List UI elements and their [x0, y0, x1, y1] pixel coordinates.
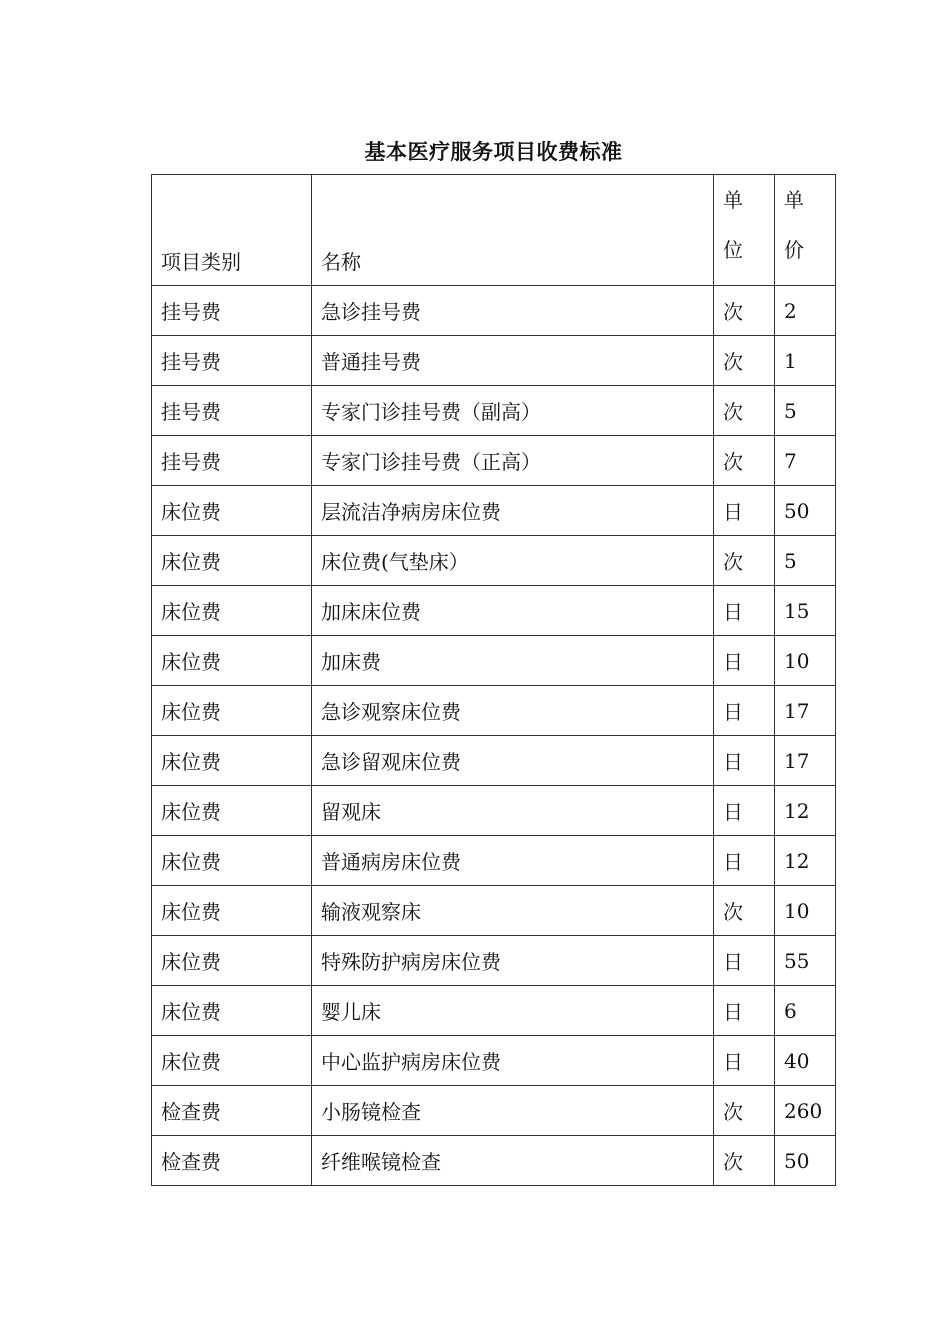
table-row [152, 936, 836, 986]
cell-price: 17 [775, 686, 836, 736]
table-row [152, 486, 836, 536]
cell-price: 50 [775, 486, 836, 536]
cell-price: 5 [775, 536, 836, 586]
page-title: 基本医疗服务项目收费标准 [364, 139, 623, 164]
cell-name: 婴儿床 [312, 986, 714, 1036]
cell-unit: 次 [714, 286, 775, 336]
cell-price: 260 [775, 1086, 836, 1136]
header-category: 项目类别 [152, 175, 312, 286]
table-row [152, 636, 836, 686]
cell-category: 床位费 [152, 886, 312, 936]
cell-unit: 日 [714, 686, 775, 736]
cell-category: 床位费 [152, 486, 312, 536]
cell-price: 6 [775, 986, 836, 1036]
cell-name: 输液观察床 [312, 886, 714, 936]
cell-category: 床位费 [152, 786, 312, 836]
cell-unit: 次 [714, 436, 775, 486]
table-row [152, 286, 836, 336]
cell-category: 床位费 [152, 1036, 312, 1086]
table-row [152, 336, 836, 386]
cell-category: 挂号费 [152, 336, 312, 386]
cell-category: 床位费 [152, 536, 312, 586]
cell-category: 床位费 [152, 836, 312, 886]
table-row [152, 1036, 836, 1086]
header-unit-line-1: 单 [723, 188, 743, 212]
fee-table [151, 174, 836, 1186]
cell-name: 层流洁净病房床位费 [312, 486, 714, 536]
header-price [775, 175, 836, 286]
cell-category: 挂号费 [152, 286, 312, 336]
cell-name: 急诊观察床位费 [312, 686, 714, 736]
header-price-line-2: 价 [784, 238, 804, 262]
cell-unit: 日 [714, 786, 775, 836]
cell-price: 2 [775, 286, 836, 336]
cell-category: 床位费 [152, 686, 312, 736]
table-row [152, 686, 836, 736]
cell-price: 10 [775, 636, 836, 686]
cell-name: 专家门诊挂号费（正高） [312, 436, 714, 486]
table-row [152, 586, 836, 636]
cell-name: 留观床 [312, 786, 714, 836]
cell-name: 普通病房床位费 [312, 836, 714, 886]
cell-price: 50 [775, 1136, 836, 1186]
cell-name: 纤维喉镜检查 [312, 1136, 714, 1186]
table-row [152, 1086, 836, 1136]
cell-category: 检查费 [152, 1086, 312, 1136]
cell-unit: 日 [714, 636, 775, 686]
header-name: 名称 [312, 175, 714, 286]
cell-price: 55 [775, 936, 836, 986]
table-header-row [152, 175, 836, 286]
table-body [152, 175, 836, 1186]
table-row [152, 886, 836, 936]
cell-price: 12 [775, 786, 836, 836]
cell-name: 床位费(气垫床） [312, 536, 714, 586]
cell-unit: 次 [714, 1086, 775, 1136]
table-row [152, 786, 836, 836]
table-row [152, 986, 836, 1036]
cell-price: 1 [775, 336, 836, 386]
cell-category: 床位费 [152, 986, 312, 1036]
cell-category: 检查费 [152, 1136, 312, 1186]
cell-unit: 次 [714, 336, 775, 386]
cell-name: 专家门诊挂号费（副高） [312, 386, 714, 436]
cell-name: 急诊留观床位费 [312, 736, 714, 786]
header-unit [714, 175, 775, 286]
cell-category: 床位费 [152, 736, 312, 786]
table-row [152, 536, 836, 586]
cell-category: 挂号费 [152, 436, 312, 486]
cell-unit: 日 [714, 586, 775, 636]
cell-price: 5 [775, 386, 836, 436]
cell-name: 中心监护病房床位费 [312, 1036, 714, 1086]
cell-price: 40 [775, 1036, 836, 1086]
table-row [152, 436, 836, 486]
cell-unit: 日 [714, 836, 775, 886]
table-row [152, 736, 836, 786]
table-row [152, 836, 836, 886]
header-price-line-1: 单 [784, 188, 804, 212]
cell-unit: 日 [714, 486, 775, 536]
cell-price: 17 [775, 736, 836, 786]
header-unit-line-2: 位 [723, 238, 743, 262]
cell-unit: 日 [714, 986, 775, 1036]
cell-name: 加床费 [312, 636, 714, 686]
cell-unit: 次 [714, 386, 775, 436]
cell-price: 12 [775, 836, 836, 886]
cell-category: 床位费 [152, 936, 312, 986]
table-row [152, 1136, 836, 1186]
cell-unit: 日 [714, 936, 775, 986]
cell-name: 特殊防护病房床位费 [312, 936, 714, 986]
cell-unit: 次 [714, 536, 775, 586]
cell-name: 普通挂号费 [312, 336, 714, 386]
cell-unit: 日 [714, 736, 775, 786]
cell-category: 床位费 [152, 636, 312, 686]
cell-price: 7 [775, 436, 836, 486]
cell-price: 10 [775, 886, 836, 936]
cell-name: 急诊挂号费 [312, 286, 714, 336]
cell-name: 加床床位费 [312, 586, 714, 636]
cell-name: 小肠镜检查 [312, 1086, 714, 1136]
cell-category: 床位费 [152, 586, 312, 636]
cell-category: 挂号费 [152, 386, 312, 436]
cell-unit: 次 [714, 886, 775, 936]
cell-price: 15 [775, 586, 836, 636]
cell-unit: 日 [714, 1036, 775, 1086]
cell-unit: 次 [714, 1136, 775, 1186]
table-row [152, 386, 836, 436]
